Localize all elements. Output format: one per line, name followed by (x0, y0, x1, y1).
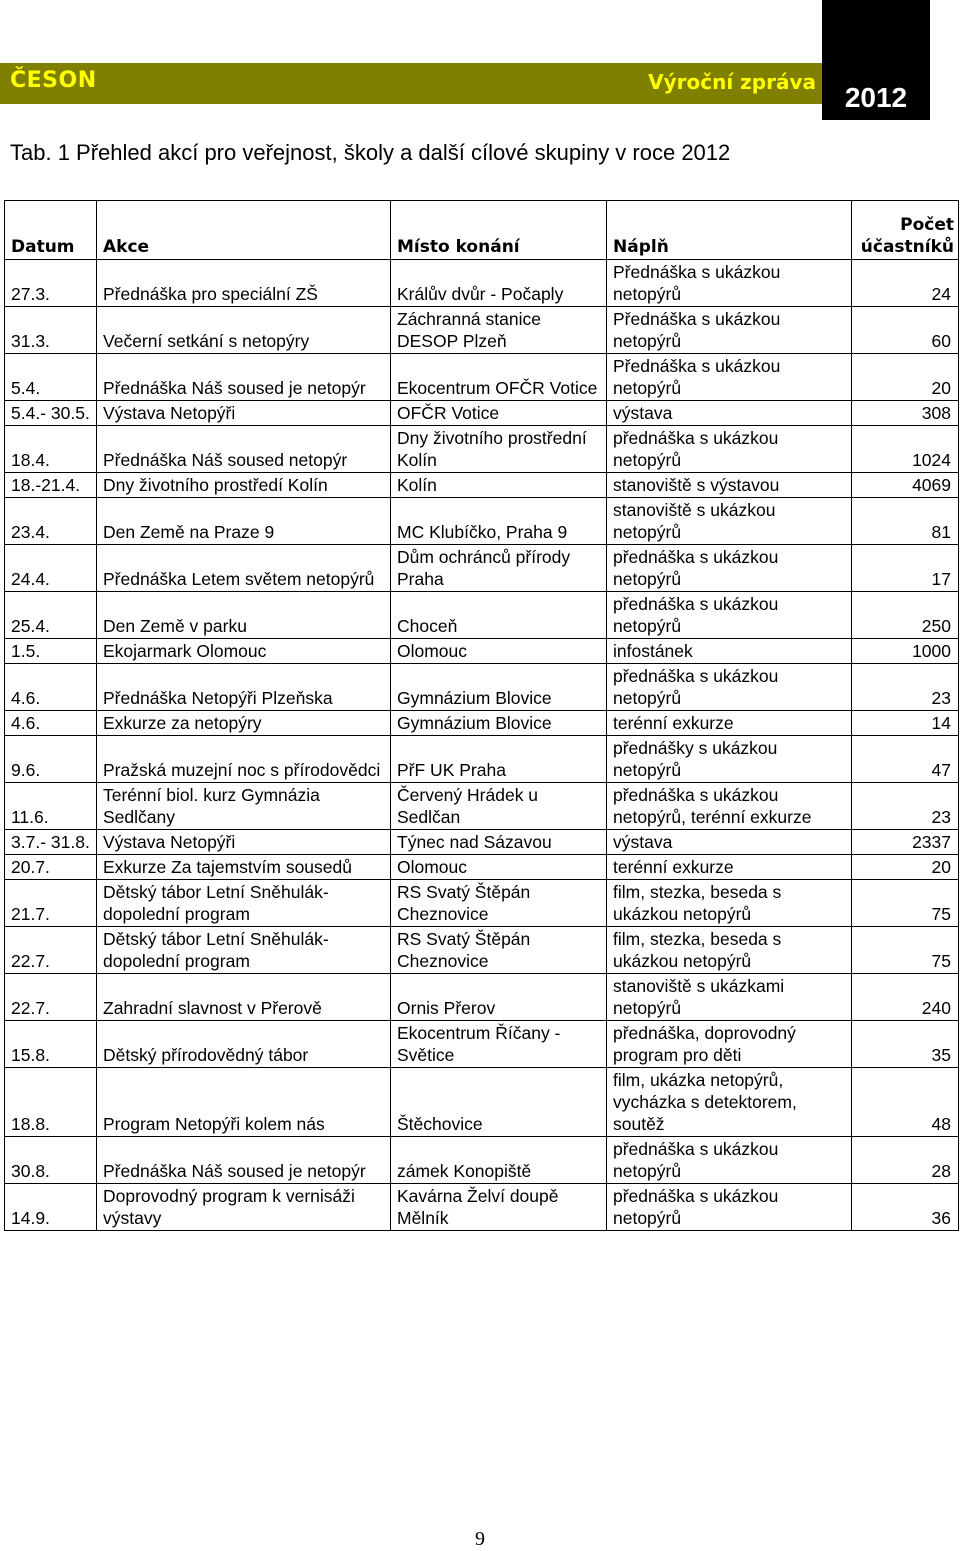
cell-event: Exkurze za netopýry (97, 711, 391, 736)
cell-content: film, stezka, beseda s ukázkou netopýrů (607, 880, 852, 927)
cell-date: 4.6. (5, 664, 97, 711)
cell-event: Výstava Netopýři (97, 830, 391, 855)
cell-count: 35 (852, 1021, 959, 1068)
cell-content: výstava (607, 830, 852, 855)
cell-count: 20 (852, 354, 959, 401)
cell-date: 14.9. (5, 1184, 97, 1231)
cell-content: Přednáška s ukázkou netopýrů (607, 354, 852, 401)
header-place: Místo konání (391, 201, 607, 260)
cell-count: 1024 (852, 426, 959, 473)
cell-content: terénní exkurze (607, 711, 852, 736)
table-row (5, 783, 959, 830)
header-count: Počet účastníků (852, 201, 959, 260)
table-row (5, 664, 959, 711)
cell-content: přednášky s ukázkou netopýrů (607, 736, 852, 783)
table-row (5, 260, 959, 307)
cell-content: přednáška s ukázkou netopýrů (607, 426, 852, 473)
cell-event: Přednáška pro speciální ZŠ (97, 260, 391, 307)
header-content: Náplň (607, 201, 852, 260)
table-row (5, 473, 959, 498)
cell-date: 4.6. (5, 711, 97, 736)
cell-event: Přednáška Náš soused netopýr (97, 426, 391, 473)
cell-content: infostánek (607, 639, 852, 664)
cell-place: RS Svatý Štěpán Cheznovice (391, 880, 607, 927)
table-row (5, 974, 959, 1021)
cell-place: MC Klubíčko, Praha 9 (391, 498, 607, 545)
table-row (5, 1021, 959, 1068)
year-box (822, 0, 930, 120)
cell-count: 4069 (852, 473, 959, 498)
cell-place: Králův dvůr - Počaply (391, 260, 607, 307)
table-row (5, 307, 959, 354)
cell-content: přednáška s ukázkou netopýrů (607, 1137, 852, 1184)
cell-content: přednáška s ukázkou netopýrů (607, 664, 852, 711)
cell-event: Dětský tábor Letní Sněhulák- dopolední program (97, 880, 391, 927)
table-row (5, 927, 959, 974)
cell-event: Přednáška Letem světem netopýrů (97, 545, 391, 592)
cell-date: 11.6. (5, 783, 97, 830)
cell-date: 31.3. (5, 307, 97, 354)
cell-content: terénní exkurze (607, 855, 852, 880)
table-row (5, 711, 959, 736)
cell-place: Týnec nad Sázavou (391, 830, 607, 855)
cell-date: 22.7. (5, 974, 97, 1021)
table-row (5, 830, 959, 855)
cell-place: Choceň (391, 592, 607, 639)
cell-place: RS Svatý Štěpán Cheznovice (391, 927, 607, 974)
table-row (5, 426, 959, 473)
cell-date: 18.8. (5, 1068, 97, 1137)
cell-event: Terénní biol. kurz Gymnázia Sedlčany (97, 783, 391, 830)
cell-count: 240 (852, 974, 959, 1021)
cell-event: Dny životního prostředí Kolín (97, 473, 391, 498)
table-row (5, 498, 959, 545)
header-bar (0, 63, 822, 104)
table-row (5, 401, 959, 426)
table-row (5, 545, 959, 592)
cell-date: 23.4. (5, 498, 97, 545)
cell-place: PřF UK Praha (391, 736, 607, 783)
cell-place: Dny životního prostřední Kolín (391, 426, 607, 473)
cell-place: Červený Hrádek u Sedlčan (391, 783, 607, 830)
cell-count: 81 (852, 498, 959, 545)
cell-event: Den Země na Praze 9 (97, 498, 391, 545)
table-row (5, 592, 959, 639)
cell-date: 15.8. (5, 1021, 97, 1068)
cell-content: výstava (607, 401, 852, 426)
table-row (5, 1184, 959, 1231)
cell-count: 2337 (852, 830, 959, 855)
cell-event: Doprovodný program k vernisáži výstavy (97, 1184, 391, 1231)
cell-count: 308 (852, 401, 959, 426)
organization-name: ČESON (10, 68, 97, 93)
cell-date: 5.4.- 30.5. (5, 401, 97, 426)
cell-content: přednáška, doprovodný program pro děti (607, 1021, 852, 1068)
cell-count: 47 (852, 736, 959, 783)
cell-content: stanoviště s ukázkami netopýrů (607, 974, 852, 1021)
cell-place: OFČR Votice (391, 401, 607, 426)
table-row (5, 1068, 959, 1137)
cell-place: Kavárna Želví doupě Mělník (391, 1184, 607, 1231)
cell-event: Dětský tábor Letní Sněhulák- dopolední program (97, 927, 391, 974)
cell-date: 27.3. (5, 260, 97, 307)
cell-place: Kolín (391, 473, 607, 498)
cell-count: 250 (852, 592, 959, 639)
table-row (5, 639, 959, 664)
cell-content: přednáška s ukázkou netopýrů (607, 1184, 852, 1231)
table-row (5, 855, 959, 880)
cell-place: Záchranná stanice DESOP Plzeň (391, 307, 607, 354)
cell-date: 25.4. (5, 592, 97, 639)
cell-event: Dětský přírodovědný tábor (97, 1021, 391, 1068)
cell-content: film, stezka, beseda s ukázkou netopýrů (607, 927, 852, 974)
cell-count: 75 (852, 880, 959, 927)
cell-place: Dům ochránců přírody Praha (391, 545, 607, 592)
cell-date: 24.4. (5, 545, 97, 592)
table-row (5, 354, 959, 401)
cell-date: 9.6. (5, 736, 97, 783)
cell-count: 14 (852, 711, 959, 736)
cell-count: 20 (852, 855, 959, 880)
cell-event: Přednáška Náš soused je netopýr (97, 354, 391, 401)
cell-place: Ornis Přerov (391, 974, 607, 1021)
cell-count: 17 (852, 545, 959, 592)
cell-date: 5.4. (5, 354, 97, 401)
cell-date: 3.7.- 31.8. (5, 830, 97, 855)
cell-content: přednáška s ukázkou netopýrů, terénní exkurze (607, 783, 852, 830)
cell-content: film, ukázka netopýrů, vycházka s detektorem, soutěž (607, 1068, 852, 1137)
cell-event: Exkurze Za tajemstvím sousedů (97, 855, 391, 880)
events-table (4, 200, 959, 1231)
cell-count: 23 (852, 783, 959, 830)
cell-event: Přednáška Náš soused je netopýr (97, 1137, 391, 1184)
cell-count: 23 (852, 664, 959, 711)
cell-count: 28 (852, 1137, 959, 1184)
cell-count: 75 (852, 927, 959, 974)
cell-content: přednáška s ukázkou netopýrů (607, 592, 852, 639)
cell-count: 60 (852, 307, 959, 354)
cell-count: 24 (852, 260, 959, 307)
cell-content: stanoviště s výstavou (607, 473, 852, 498)
cell-date: 18.4. (5, 426, 97, 473)
cell-event: Pražská muzejní noc s přírodovědci (97, 736, 391, 783)
year-label: 2012 (844, 82, 908, 113)
cell-place: Ekocentrum OFČR Votice (391, 354, 607, 401)
cell-event: Ekojarmark Olomouc (97, 639, 391, 664)
cell-event: Program Netopýři kolem nás (97, 1068, 391, 1137)
cell-event: Zahradní slavnost v Přerově (97, 974, 391, 1021)
cell-date: 22.7. (5, 927, 97, 974)
table-row (5, 1137, 959, 1184)
page-number: 9 (475, 1528, 485, 1550)
cell-content: stanoviště s ukázkou netopýrů (607, 498, 852, 545)
cell-event: Výstava Netopýři (97, 401, 391, 426)
cell-place: Ekocentrum Říčany - Světice (391, 1021, 607, 1068)
cell-place: Olomouc (391, 855, 607, 880)
cell-event: Den Země v parku (97, 592, 391, 639)
cell-event: Večerní setkání s netopýry (97, 307, 391, 354)
cell-event: Přednáška Netopýři Plzeňska (97, 664, 391, 711)
cell-date: 30.8. (5, 1137, 97, 1184)
table-row (5, 880, 959, 927)
table-header-row (5, 201, 959, 260)
cell-content: Přednáška s ukázkou netopýrů (607, 260, 852, 307)
cell-place: Gymnázium Blovice (391, 664, 607, 711)
cell-place: Gymnázium Blovice (391, 711, 607, 736)
header-event: Akce (97, 201, 391, 260)
report-title: Výroční zpráva (648, 70, 816, 94)
cell-count: 1000 (852, 639, 959, 664)
cell-date: 18.-21.4. (5, 473, 97, 498)
table-row (5, 736, 959, 783)
cell-count: 48 (852, 1068, 959, 1137)
table-caption: Tab. 1 Přehled akcí pro veřejnost, školy a další cílové skupiny v roce 2012 (10, 140, 731, 165)
cell-date: 1.5. (5, 639, 97, 664)
header-date: Datum (5, 201, 97, 260)
cell-count: 36 (852, 1184, 959, 1231)
cell-place: Štěchovice (391, 1068, 607, 1137)
cell-place: zámek Konopiště (391, 1137, 607, 1184)
cell-place: Olomouc (391, 639, 607, 664)
cell-content: Přednáška s ukázkou netopýrů (607, 307, 852, 354)
table-body (5, 260, 959, 1231)
cell-content: přednáška s ukázkou netopýrů (607, 545, 852, 592)
cell-date: 20.7. (5, 855, 97, 880)
cell-date: 21.7. (5, 880, 97, 927)
